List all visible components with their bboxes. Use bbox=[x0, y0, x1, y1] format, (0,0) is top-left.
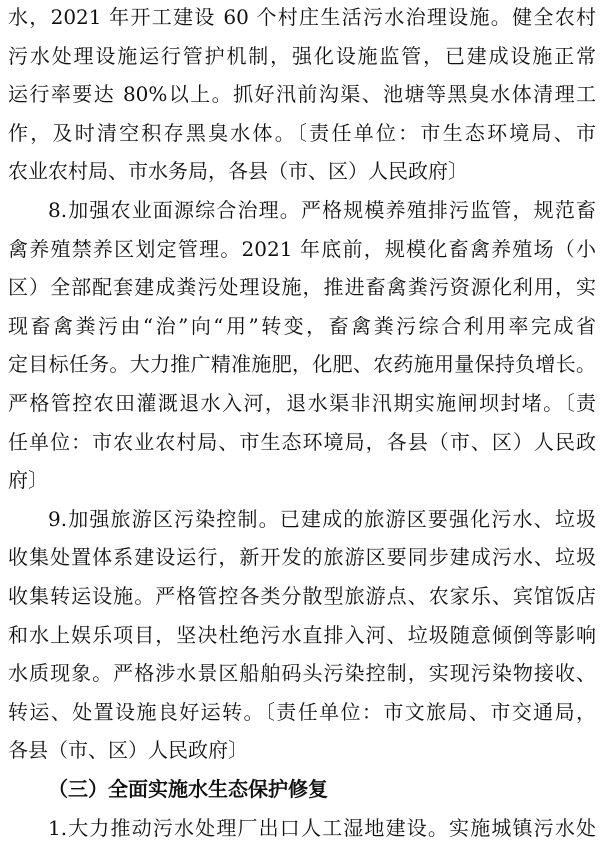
text-line: 任单位：市农业农村局、市生态环境局，各县（市、区）人民政 bbox=[8, 429, 596, 454]
section-heading: （三）全面实施水生态保护修复 bbox=[48, 777, 328, 801]
text-line: 运行率要达 80%以上。抓好汛前沟渠、池塘等黑臭水体清理工 bbox=[8, 82, 596, 107]
text-line: 作，及时清空积存黑臭水体。〔责任单位：市生态环境局、市 bbox=[8, 120, 596, 145]
text-line: 定目标任务。大力推广精准施肥，化肥、农药施用量保持负增长。 bbox=[8, 352, 596, 377]
text-line: 收集转运设施。严格管控各类分散型旅游点、农家乐、宾馆饭店 bbox=[8, 584, 596, 608]
text-line: 禽养殖禁养区划定管理。2021 年底前，规模化畜禽养殖场（小 bbox=[8, 236, 596, 261]
text-line: 和水上娱乐项目，坚决杜绝污水直排入河、垃圾随意倾倒等影响 bbox=[8, 622, 596, 647]
text-line: 水质现象。严格涉水景区船舶码头污染控制，实现污染物接收、 bbox=[8, 661, 596, 686]
text-line: 严格管控农田灌溉退水入河，退水渠非汛期实施闸坝封堵。〔责 bbox=[8, 391, 596, 415]
text-line: 收集处置体系建设运行，新开发的旅游区要同步建成污水、垃圾 bbox=[8, 545, 596, 570]
text-line: 府〕 bbox=[8, 468, 48, 493]
paragraph-9-first-line: 9.加强旅游区污染控制。已建成的旅游区要强化污水、垃圾 bbox=[48, 506, 596, 531]
text-line: 水，2021 年开工建设 60 个村庄生活污水治理设施。健全农村 bbox=[8, 5, 596, 29]
paragraph-1-first-line: 1.大力推动污水处理厂出口人工湿地建设。实施城镇污水处 bbox=[48, 815, 596, 840]
text-line: 现畜禽粪污由“治”向“用”转变，畜禽粪污综合利用率完成省 bbox=[8, 313, 596, 338]
paragraph-8-first-line: 8.加强农业面源综合治理。严格规模养殖排污监管，规范畜 bbox=[48, 198, 596, 222]
text-line: 转运、处置设施良好运转。〔责任单位：市文旅局、市交通局， bbox=[8, 699, 596, 724]
text-line: 污水处理设施运行管护机制，强化设施监管，已建成设施正常 bbox=[8, 43, 596, 68]
text-line: 农业农村局、市水务局，各县（市、区）人民政府〕 bbox=[8, 159, 468, 184]
text-line: 区）全部配套建成粪污处理设施，推进畜禽粪污资源化利用，实 bbox=[8, 275, 596, 300]
text-line: 各县（市、区）人民政府〕 bbox=[8, 738, 248, 763]
